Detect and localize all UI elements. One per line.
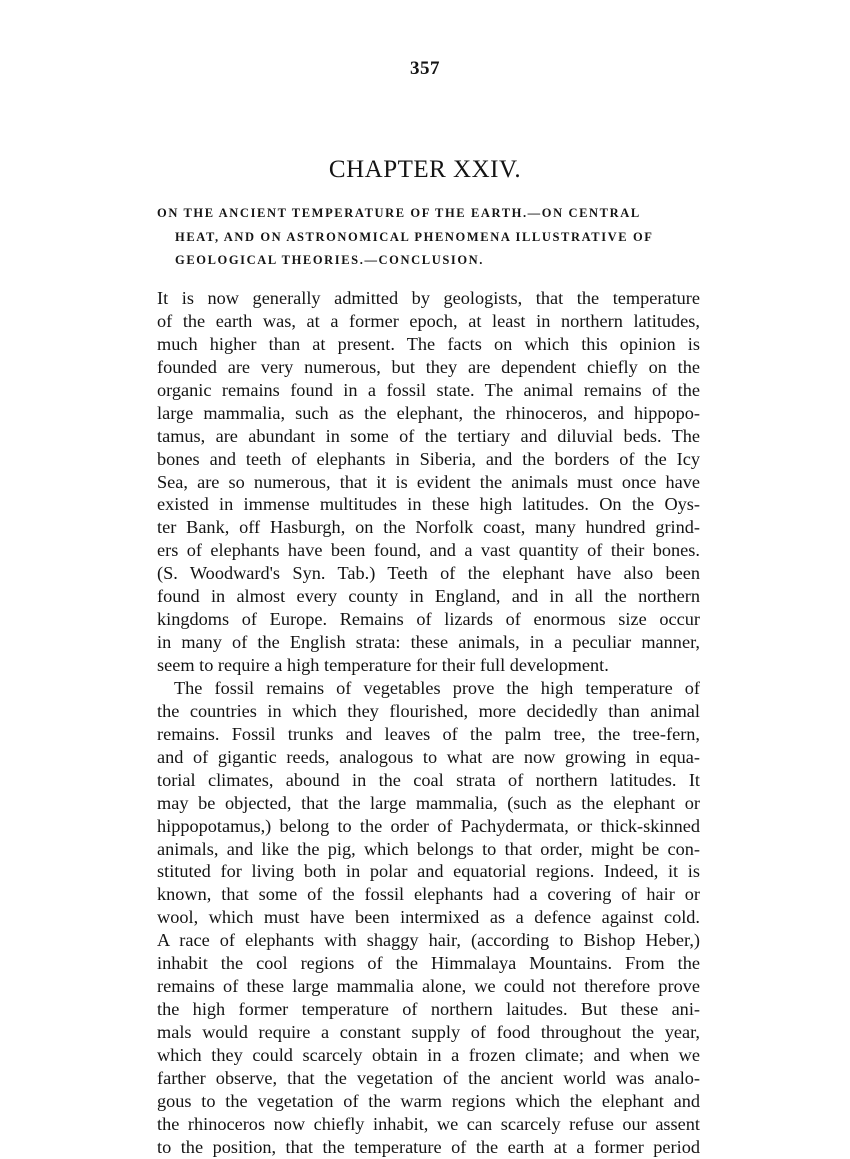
text-line: It is now generally admitted by geologists, that the temperature (157, 288, 700, 308)
text-line: ter Bank, off Hasburgh, on the Norfolk coast, many hundred grind- (157, 517, 700, 538)
text-line: founded are very numerous, but they are dependent chiefly on the (157, 356, 700, 377)
chapter-subheading-line: GEOLOGICAL THEORIES.—CONCLUSION. (175, 253, 485, 267)
text-line: remains. Fossil trunks and leaves of the palm tree, the tree-fern, (157, 723, 700, 744)
text-line: tamus, are abundant in some of the tertiary and diluvial beds. The (157, 425, 700, 446)
text-line: of the earth was, at a former epoch, at least in northern latitudes, (157, 310, 700, 331)
text-line: in many of the English strata: these animals, in a peculiar manner, (157, 632, 700, 653)
paragraph-1 (157, 287, 700, 677)
text-line: and of gigantic reeds, analogous to what are now growing in equa- (157, 746, 700, 767)
text-line: gous to the vegetation of the warm regions which the elephant and (157, 1090, 700, 1111)
text-line: organic remains found in a fossil state. The animal remains of the (157, 379, 700, 400)
text-line: to the position, that the temperature of the earth at a former period (157, 1136, 700, 1157)
text-line: inhabit the cool regions of the Himmalaya Mountains. From the (157, 953, 700, 974)
text-line: farther observe, that the vegetation of the ancient world was analo- (157, 1067, 700, 1088)
text-line: wool, which must have been intermixed as a defence against cold. (157, 907, 700, 928)
text-line: hippopotamus,) belong to the order of Pachydermata, or thick-skinned (157, 815, 700, 836)
chapter-subheading-line: HEAT, AND ON ASTRONOMICAL PHENOMENA ILLUSTRATIVE OF (175, 230, 654, 244)
page-number: 357 (410, 58, 440, 79)
text-line: which they could scarcely obtain in a frozen climate; and when we (157, 1044, 700, 1065)
text-line: The fossil remains of vegetables prove the high temperature of (174, 677, 700, 698)
text-line: ers of elephants have been found, and a vast quantity of their bones. (157, 540, 700, 561)
text-line: stituted for living both in polar and equatorial regions. Indeed, it is (157, 861, 700, 882)
text-line: much higher than at present. The facts on which this opinion is (157, 333, 700, 354)
text-line: bones and teeth of elephants in Siberia, and the borders of the Icy (157, 448, 700, 469)
text-line: Sea, are so numerous, that it is evident the animals must once have (157, 471, 700, 492)
text-line: kingdoms of Europe. Remains of lizards of enormous size occur (157, 609, 700, 630)
text-line: large mammalia, such as the elephant, the rhinoceros, and hippopo- (157, 402, 700, 423)
text-line: torial climates, abound in the coal strata of northern latitudes. It (157, 769, 700, 790)
paragraph-2 (157, 677, 700, 1159)
text-line: the high former temperature of northern laitudes. But these ani- (157, 999, 700, 1020)
text-line: A race of elephants with shaggy hair, (according to Bishop Heber,) (157, 930, 700, 951)
text-line: seem to require a high temperature for their full development. (157, 655, 609, 675)
text-line: may be objected, that the large mammalia, (such as the elephant or (157, 792, 700, 813)
chapter-subheading-line: ON THE ANCIENT TEMPERATURE OF THE EARTH.—ON CENTRAL (157, 206, 641, 220)
text-line: existed in immense multitudes in these high latitudes. On the Oys- (157, 494, 700, 515)
text-line: animals, and like the pig, which belongs to that order, might be con- (157, 838, 700, 859)
chapter-title: CHAPTER XXIV. (328, 156, 522, 183)
text-line: (S. Woodward's Syn. Tab.) Teeth of the elephant have also been (157, 563, 700, 584)
text-line: known, that some of the fossil elephants had a covering of hair or (157, 884, 700, 905)
text-line: mals would require a constant supply of food throughout the year, (157, 1022, 700, 1042)
text-line: the rhinoceros now chiefly inhabit, we can scarcely refuse our assent (157, 1113, 700, 1134)
text-line: found in almost every county in England, and in all the northern (157, 586, 700, 607)
text-line: the countries in which they flourished, more decidedly than animal (157, 700, 700, 721)
body-text (157, 287, 700, 1159)
text-line: remains of these large mammalia alone, we could not therefore prove (157, 976, 700, 997)
